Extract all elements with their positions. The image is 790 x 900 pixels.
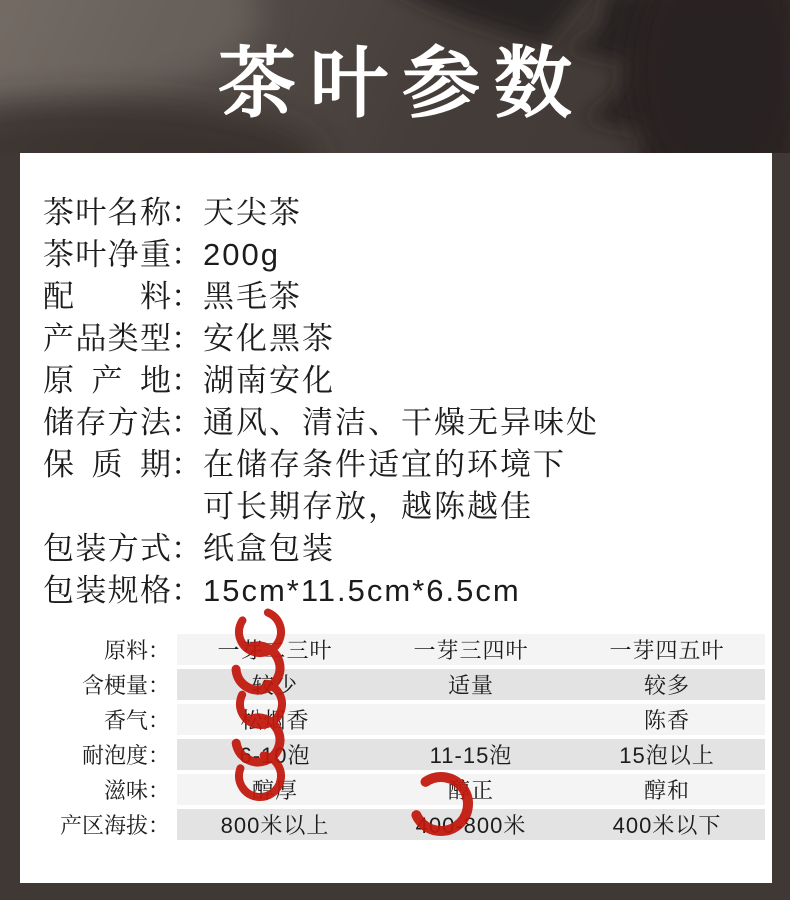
spec-value: 安化黑茶 bbox=[203, 321, 335, 356]
row-label: 耐泡度 bbox=[81, 743, 148, 768]
spec-colon: ： bbox=[171, 279, 202, 314]
spec-row-shelf-life-line2: 可长期存放，越陈越佳 bbox=[203, 489, 533, 524]
spec-label: 产品类型 bbox=[43, 321, 171, 356]
table-cell: 400-800米 bbox=[415, 813, 527, 838]
spec-label: 茶叶净重 bbox=[43, 237, 171, 272]
spec-row-origin bbox=[43, 360, 754, 402]
spec-colon: ： bbox=[171, 573, 202, 608]
spec-label: 配料 bbox=[43, 279, 171, 314]
spec-label: 包装方式 bbox=[43, 531, 171, 566]
table-row-altitude bbox=[43, 809, 754, 840]
table-cell: 陈香 bbox=[643, 708, 690, 733]
spec-row-weight bbox=[43, 234, 754, 276]
spec-colon: ： bbox=[171, 363, 202, 398]
spec-row-packing bbox=[43, 528, 754, 570]
spec-value: 在储存条件适宜的环境下 bbox=[203, 447, 566, 482]
spec-label: 储存方法 bbox=[43, 405, 171, 440]
spec-row-ingredients bbox=[43, 276, 754, 318]
spec-row-shelf-life bbox=[43, 444, 754, 486]
row-label: 滋味 bbox=[103, 778, 148, 803]
spec-label: 茶叶名称 bbox=[43, 195, 171, 230]
header-banner bbox=[0, 0, 790, 153]
spec-colon: ： bbox=[171, 321, 202, 356]
spec-row-type bbox=[43, 318, 754, 360]
table-cell: 一芽四五叶 bbox=[609, 638, 725, 663]
row-colon: ： bbox=[147, 638, 170, 663]
table-cell: 较少 bbox=[251, 673, 298, 698]
table-row-steep-endurance bbox=[43, 739, 754, 770]
spec-card bbox=[20, 153, 772, 883]
spec-value: 纸盒包装 bbox=[203, 531, 335, 566]
table-cell: 一芽二三叶 bbox=[217, 638, 333, 663]
table-row-taste bbox=[43, 774, 754, 805]
spec-row-storage bbox=[43, 402, 754, 444]
grade-comparison-table bbox=[43, 634, 754, 840]
row-colon: ： bbox=[147, 673, 170, 698]
table-cell: 6-10泡 bbox=[239, 743, 311, 768]
table-cell bbox=[373, 704, 569, 735]
spec-colon: ： bbox=[171, 195, 202, 230]
table-cell: 一芽三四叶 bbox=[413, 638, 529, 663]
page-title: 茶叶参数 bbox=[217, 39, 586, 127]
spec-value: 15cm*11.5cm*6.5cm bbox=[203, 573, 521, 608]
spec-colon: ： bbox=[171, 447, 202, 482]
table-cell: 松烟香 bbox=[240, 708, 310, 733]
spec-value: 通风、清洁、干燥无异味处 bbox=[203, 405, 599, 440]
spec-value: 200g bbox=[203, 237, 280, 272]
table-row-raw-material bbox=[43, 634, 754, 665]
row-label: 含梗量 bbox=[81, 673, 148, 698]
table-cell: 15泡以上 bbox=[619, 743, 715, 768]
row-colon: ： bbox=[147, 708, 170, 733]
spec-row-name bbox=[43, 192, 754, 234]
table-cell: 800米以上 bbox=[220, 813, 330, 838]
row-colon: ： bbox=[147, 743, 170, 768]
table-row-aroma bbox=[43, 704, 754, 735]
table-cell: 醇厚 bbox=[251, 778, 298, 803]
table-cell: 较多 bbox=[643, 673, 690, 698]
spec-value: 黑毛茶 bbox=[203, 279, 302, 314]
spec-list bbox=[43, 192, 754, 612]
table-cell: 11-15泡 bbox=[429, 743, 513, 768]
spec-label: 保质期 bbox=[43, 447, 171, 482]
spec-label: 包装规格 bbox=[43, 573, 171, 608]
table-cell: 醇正 bbox=[447, 778, 494, 803]
row-label: 原料 bbox=[103, 638, 148, 663]
table-row-stem-content bbox=[43, 669, 754, 700]
spec-colon: ： bbox=[171, 237, 202, 272]
table-cell: 醇和 bbox=[643, 778, 690, 803]
spec-label: 原产地 bbox=[43, 363, 171, 398]
row-colon: ： bbox=[147, 778, 170, 803]
spec-row-package-size bbox=[43, 570, 754, 612]
table-cell: 适量 bbox=[447, 673, 494, 698]
spec-value: 湖南安化 bbox=[203, 363, 335, 398]
row-colon: ： bbox=[147, 813, 170, 838]
table-cell: 400米以下 bbox=[612, 813, 722, 838]
spec-value: 天尖茶 bbox=[203, 195, 302, 230]
row-label: 产区海拔 bbox=[59, 813, 148, 838]
spec-colon: ： bbox=[171, 531, 202, 566]
spec-colon: ： bbox=[171, 405, 202, 440]
row-label: 香气 bbox=[103, 708, 148, 733]
